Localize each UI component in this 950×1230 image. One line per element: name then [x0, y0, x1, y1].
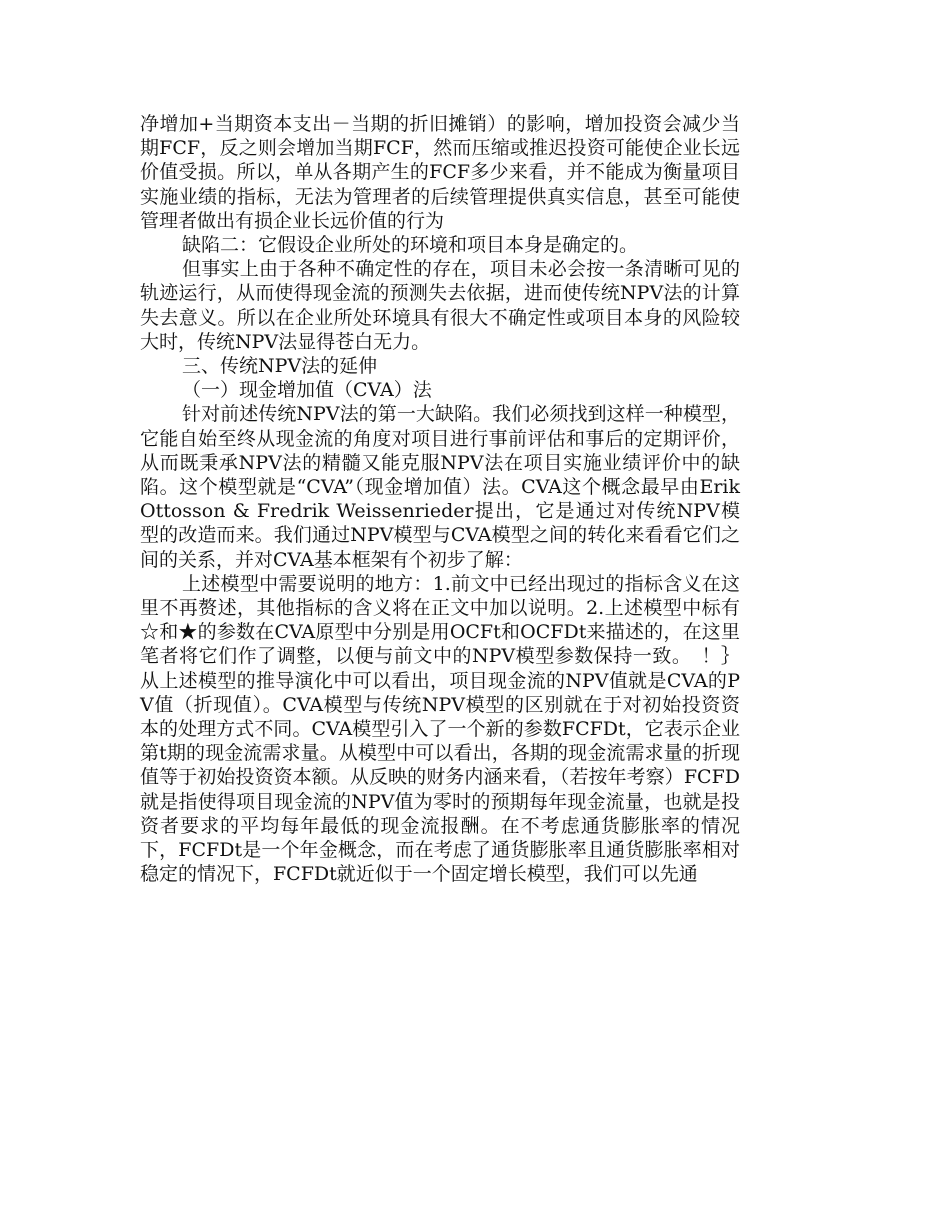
paragraph-model-notes: 上述模型中需要说明的地方：1.前文中已经出现过的指标含义在这里不再赘述，其他指标的含义将在正文中加以说明。2.上述模型中标有☆和★的参数在CVA原型中分别是用OCFt和OCFDt来描述的，在这里笔者将它们作了调整，以便与前文中的NPV模型参数保持一致。 ！｝从上述模型的推导演化中可以看出，项目现金流的NPV值就是CVA的PV值（折现值）。CVA模型与传统NPV模型的区别就在于对初始投资资本的处理方式不同。CVA模型引入了一个新的参数FCFDt，它表示企业第t期的现金流需求量。从模型中可以看出，各期的现金流需求量的折现值等于初始投资资本额。从反映的财务内涵来看，（若按年考察）FCFD就是指使得项目现金流的NPV值为零时的预期每年现金流量，也就是投资者要求的平均每年最低的现金流报酬。在不考虑通货膨胀率的情况下，FCFDt是一个年金概念，而在考虑了通货膨胀率且通货膨胀率相对稳定的情况下，FCFDt就近似于一个固定增长模型，我们可以先通 — [140, 572, 740, 886]
paragraph-uncertainty: 但事实上由于各种不确定性的存在，项目未必会按一条清晰可见的轨迹运行，从而使得现金流的预测失去依据，进而使传统NPV法的计算失去意义。所以在企业所处环境具有很大不确定性或项目本身的风险较大时，传统NPV法显得苍白无力。 — [140, 258, 740, 353]
paragraph-defect-two: 缺陷二：它假设企业所处的环境和项目本身是确定的。 — [182, 234, 639, 257]
paragraph-fcf-limitation: 净增加+当期资本支出－当期的折旧摊销）的影响，增加投资会减少当期FCF，反之则会增加当期FCF，然而压缩或推迟投资可能使企业长远价值受损。所以，单从各期产生的FCF多少来看，并不能成为衡量项目实施业绩的指标，无法为管理者的后续管理提供真实信息，甚至可能使管理者做出有损企业长远价值的行为 — [140, 113, 740, 232]
document-page — [140, 112, 740, 887]
subsection-heading-cva: （一）现金增加值（CVA）法 — [182, 379, 432, 402]
section-heading-npv-extension: 三、传统NPV法的延伸 — [182, 355, 378, 378]
paragraph-cva-intro: 针对前述传统NPV法的第一大缺陷。我们必须找到这样一种模型，它能自始至终从现金流的角度对项目进行事前评估和事后的定期评价，从而既秉承NPV法的精髓又能克服NPV法在项目实施业绩评价中的缺陷。这个模型就是“CVA”（现金增加值）法。CVA这个概念最早由Erik Ottosson & Fredrik Weissenrieder提出，它是通过对传统NPV模型的改造而来。我们通过NPV模型与CVA模型之间的转化来看看它们之间的关系，并对CVA基本框架有个初步了解： — [140, 403, 740, 571]
